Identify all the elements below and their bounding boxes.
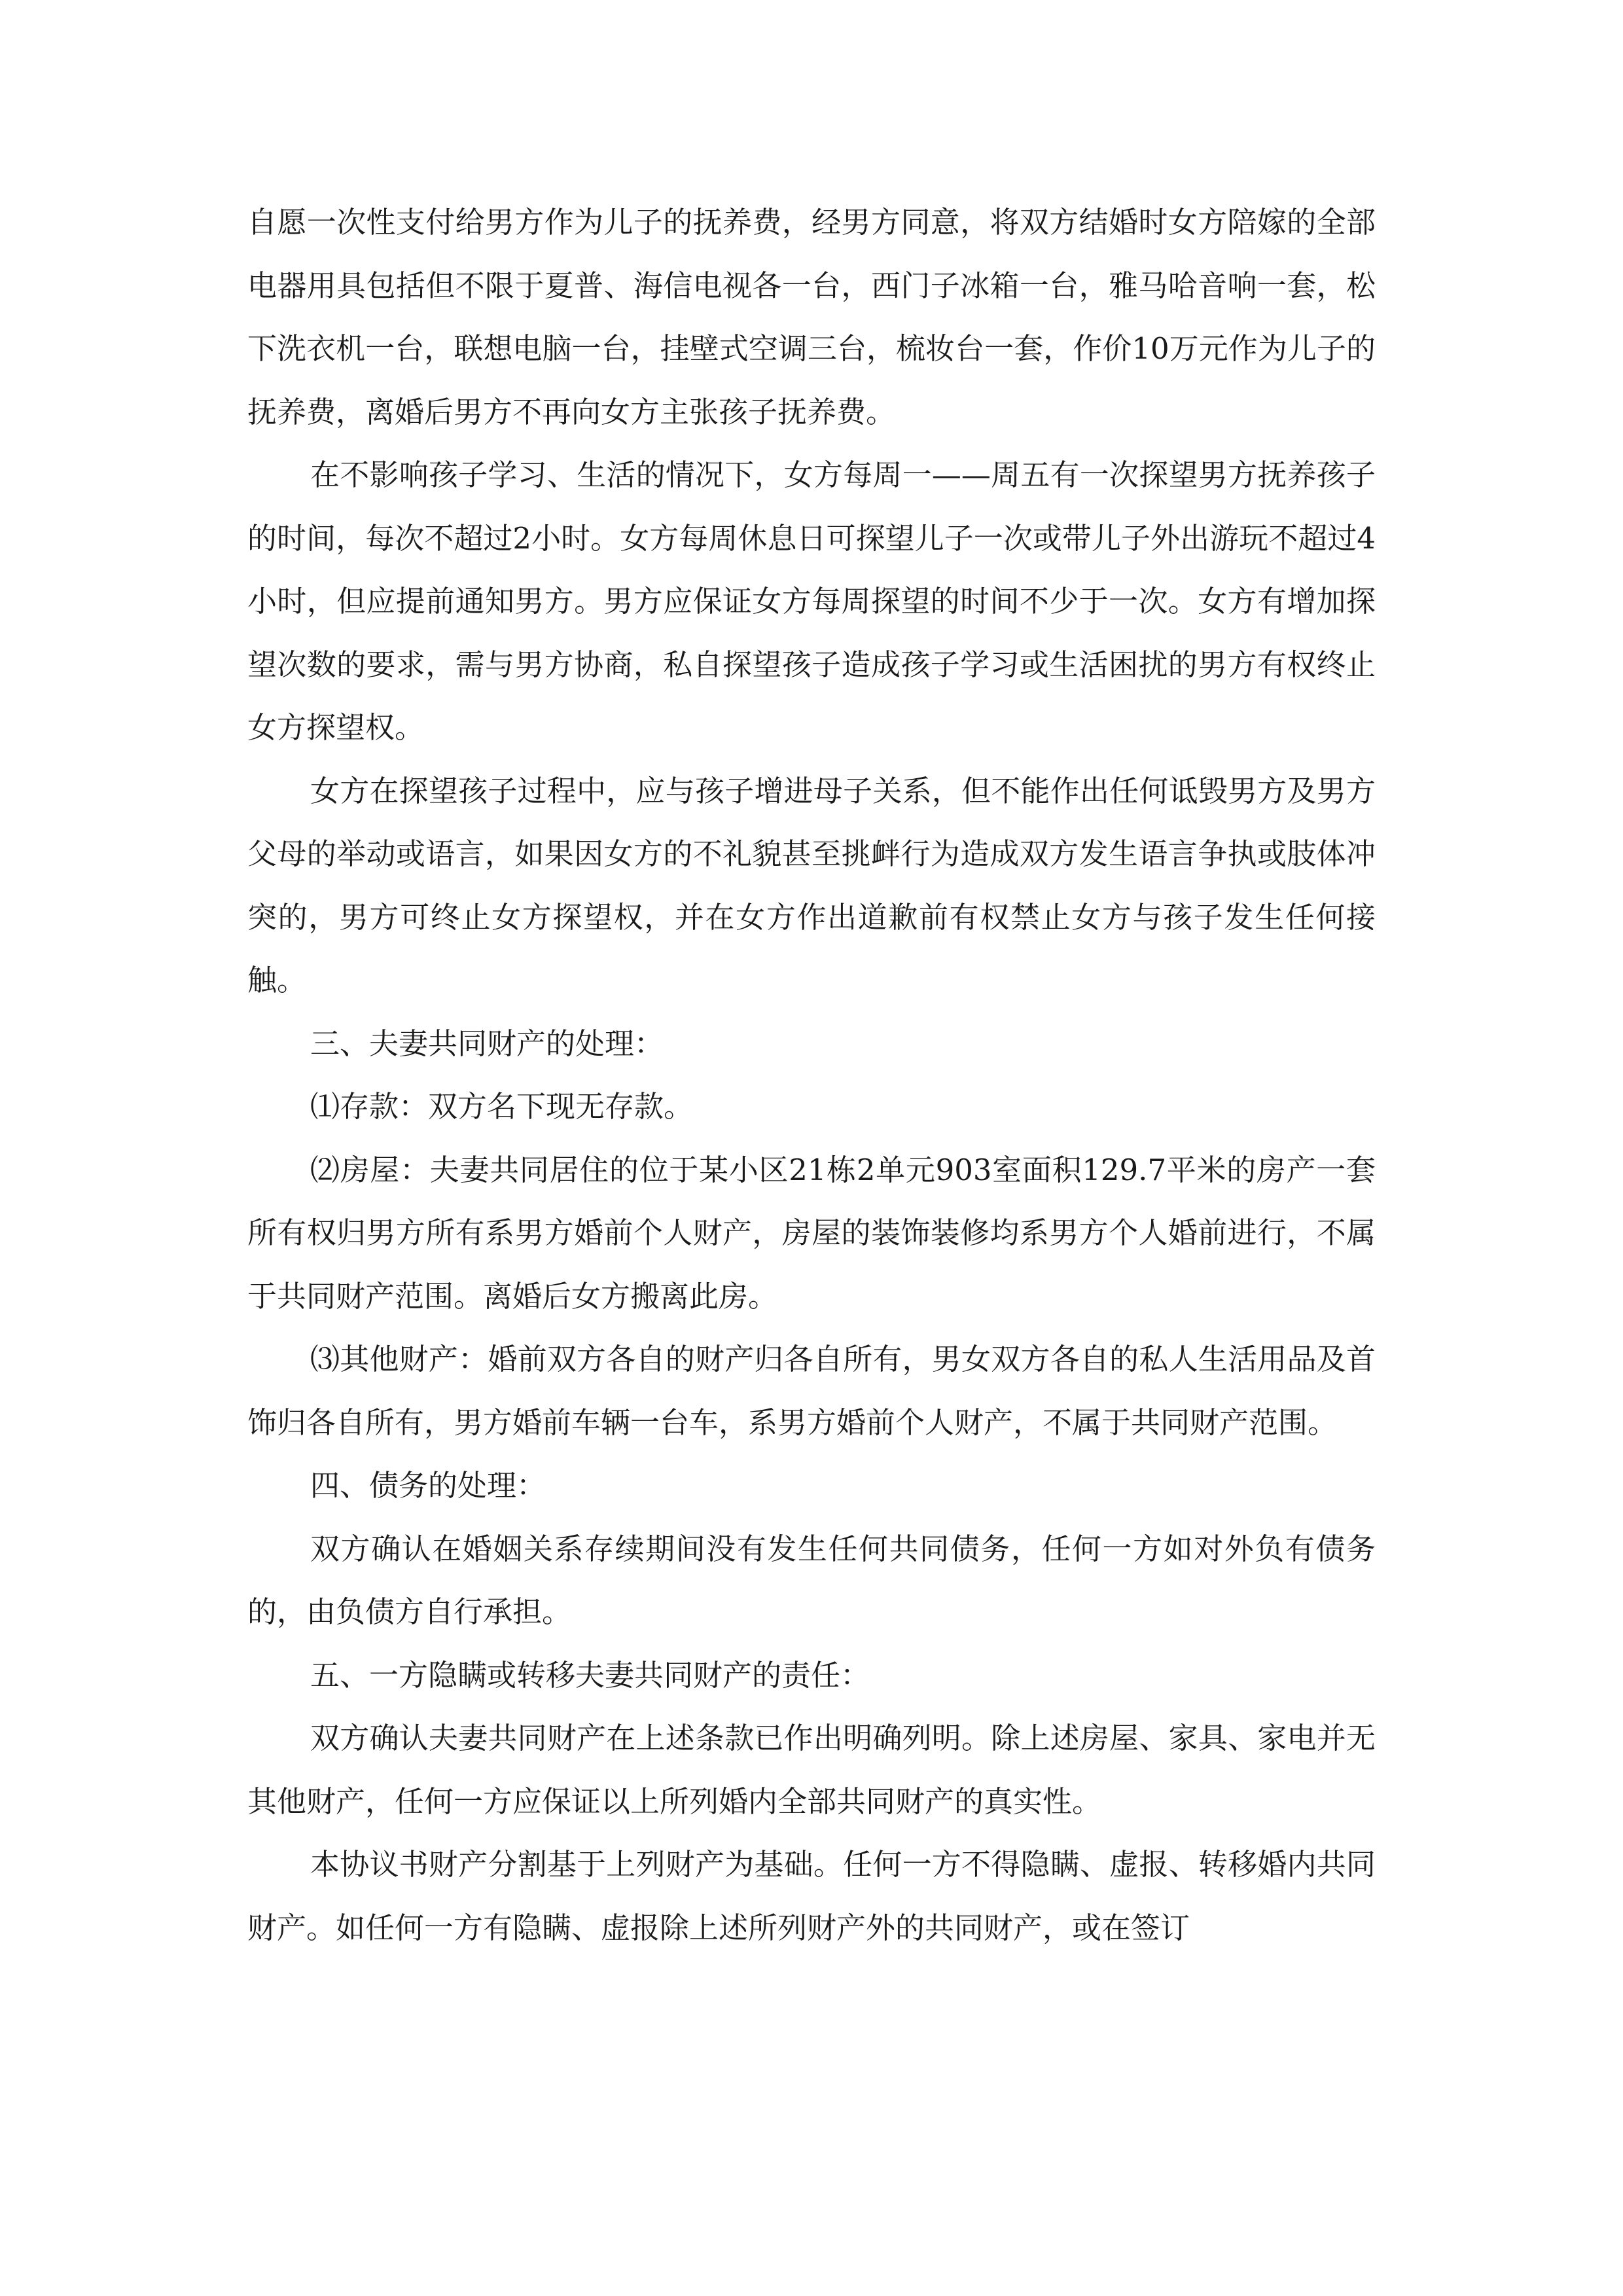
section-heading-joint-property: 三、夫妻共同财产的处理： [310,1026,664,1061]
paragraph-property-confirmation: 双方确认夫妻共同财产在上述条款已作出明确列明。除上述房屋、家具、家电并无其他财产，任何一方应保证以上所列婚内全部共同财产的真实性。 [247,1721,1376,1819]
paragraph-visitation-schedule: 在不影响孩子学习、生活的情况下，女方每周一——周五有一次探望男方抚养孩子的时间，每次不超过2小时。女方每周休息日可探望儿子一次或带儿子外出游玩不超过4小时，但应提前通知男方。男方应保证女方每周探望的时间不少于一次。女方有增加探望次数的要求，需与男方协商，私自探望孩子造成孩子学习或生活困扰的男方有权终止女方探望权。 [247,457,1376,745]
paragraph-visitation-conduct: 女方在探望孩子过程中，应与孩子增进母子关系，但不能作出任何诋毁男方及男方父母的举动或语言，如果因女方的不礼貌甚至挑衅行为造成双方发生语言争执或肢体冲突的，男方可终止女方探望权，并在女方作出道歉前有权禁止女方与孩子发生任何接触。 [247,773,1376,997]
paragraph-concealment-terms: 本协议书财产分割基于上列财产为基础。任何一方不得隐瞒、虚报、转移婚内共同财产。如任何一方有隐瞒、虚报除上述所列财产外的共同财产，或在签订 [247,1847,1376,1945]
paragraph-savings: ⑴存款：双方名下现无存款。 [310,1089,694,1124]
document-body [247,191,1376,1960]
paragraph-child-support: 自愿一次性支付给男方作为儿子的抚养费，经男方同意，将双方结婚时女方陪嫁的全部电器用具包括但不限于夏普、海信电视各一台，西门子冰箱一台，雅马哈音响一套，松下洗衣机一台，联想电脑一台，挂壁式空调三台，梳妆台一套，作价10万元作为儿子的抚养费，离婚后男方不再向女方主张孩子抚养费。 [247,205,1376,429]
section-heading-debts: 四、债务的处理： [310,1468,546,1503]
paragraph-housing: ⑵房屋：夫妻共同居住的位于某小区21栋2单元903室面积129.7平米的房产一套所有权归男方所有系男方婚前个人财产，房屋的装饰装修均系男方个人婚前进行，不属于共同财产范围。离婚后女方搬离此房。 [247,1152,1376,1314]
paragraph-other-property: ⑶其他财产：婚前双方各自的财产归各自所有，男女双方各自的私人生活用品及首饰归各自所有，男方婚前车辆一台车，系男方婚前个人财产，不属于共同财产范围。 [247,1342,1376,1440]
paragraph-debts: 双方确认在婚姻关系存续期间没有发生任何共同债务，任何一方如对外负有债务的，由负债方自行承担。 [247,1531,1376,1629]
section-heading-concealment-liability: 五、一方隐瞒或转移夫妻共同财产的责任： [310,1657,870,1693]
